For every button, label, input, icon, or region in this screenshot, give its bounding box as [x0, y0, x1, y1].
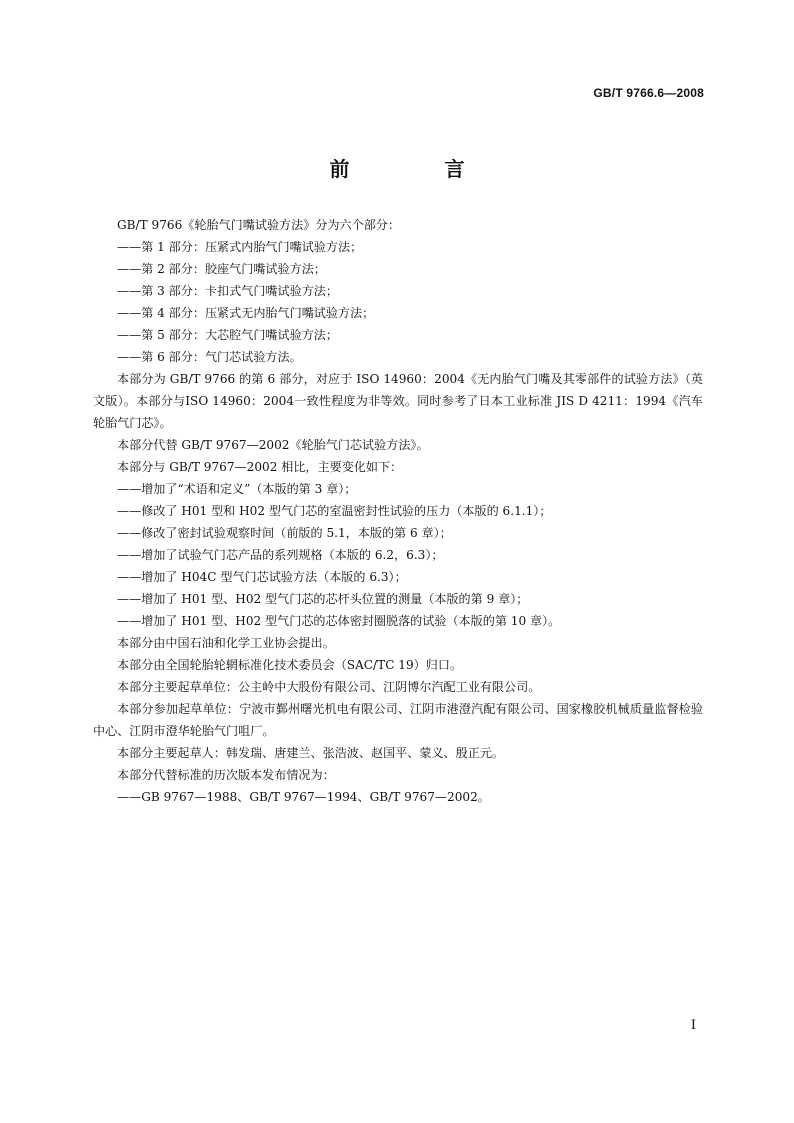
- page-title: 前 言: [329, 157, 509, 181]
- standard-code: GB/T 9766.6—2008: [593, 86, 704, 100]
- proposer-paragraph: 本部分由中国石油和化学工业协会提出。: [117, 636, 335, 650]
- change-list-item: ——修改了 H01 型和 H02 型气门芯的室温密封性试验的压力（本版的 6.1.1）；: [117, 504, 552, 518]
- intro-paragraph: GB/T 9766《轮胎气门嘴试验方法》分为六个部分：: [117, 218, 400, 232]
- participating-drafters-paragraph: 本部分参加起草单位：宁波市鄞州曙光机电有限公司、江阴市港澄汽配有限公司、国家橡胶机械质量监督检验中心、江阴市澄华轮胎气门咀厂。: [93, 702, 703, 738]
- part-list-item: ——第 6 部分：气门芯试验方法。: [117, 350, 302, 364]
- part-list-item: ——第 3 部分：卡扣式气门嘴试验方法；: [117, 284, 338, 298]
- changes-intro-paragraph: 本部分与 GB/T 9767—2002 相比，主要变化如下：: [117, 460, 403, 474]
- history-list-item: ——GB 9767—1988、GB/T 9767—1994、GB/T 9767—2002。: [117, 790, 490, 804]
- history-intro-paragraph: 本部分代替标准的历次版本发布情况为：: [117, 768, 335, 782]
- change-list-item: ——增加了 H04C 型气门芯试验方法（本版的 6.3）；: [117, 570, 407, 584]
- change-list-item: ——增加了 H01 型、H02 型气门芯的芯杆头位置的测量（本版的第 9 章）；: [117, 592, 529, 606]
- drafters-names-paragraph: 本部分主要起草人：韩发瑞、唐建兰、张浩波、赵国平、蒙义、殷正元。: [117, 746, 505, 760]
- part-list-item: ——第 1 部分：压紧式内胎气门嘴试验方法；: [117, 240, 363, 254]
- document-body: [93, 214, 703, 808]
- change-list-item: ——增加了“术语和定义”（本版的第 3 章）；: [117, 482, 357, 496]
- correspondence-paragraph: 本部分为 GB/T 9766 的第 6 部分，对应于 ISO 14960：2004《无内胎气门嘴及其零部件的试验方法》（英文版）。本部分与ISO 14960：2004一致性程度为非等效。同时参考了日本工业标准 JIS D 4211：1994《汽车轮胎气门芯》。: [93, 372, 703, 430]
- page-number: I: [690, 1018, 696, 1033]
- replacement-paragraph: 本部分代替 GB/T 9767—2002《轮胎气门芯试验方法》。: [117, 438, 429, 452]
- part-list-item: ——第 4 部分：压紧式无内胎气门嘴试验方法；: [117, 306, 375, 320]
- part-list-item: ——第 2 部分：胶座气门嘴试验方法；: [117, 262, 326, 276]
- change-list-item: ——修改了密封试验观察时间（前版的 5.1，本版的第 6 章）；: [117, 526, 452, 540]
- main-drafters-paragraph: 本部分主要起草单位：公主岭中大股份有限公司、江阴博尔汽配工业有限公司。: [117, 680, 541, 694]
- committee-paragraph: 本部分由全国轮胎轮辋标准化技术委员会（SAC/TC 19）归口。: [117, 658, 463, 672]
- part-list-item: ——第 5 部分：大芯腔气门嘴试验方法；: [117, 328, 338, 342]
- change-list-item: ——增加了试验气门芯产品的系列规格（本版的 6.2，6.3）；: [117, 548, 444, 562]
- change-list-item: ——增加了 H01 型、H02 型气门芯的芯体密封圈脱落的试验（本版的第 10 章）。: [117, 614, 561, 628]
